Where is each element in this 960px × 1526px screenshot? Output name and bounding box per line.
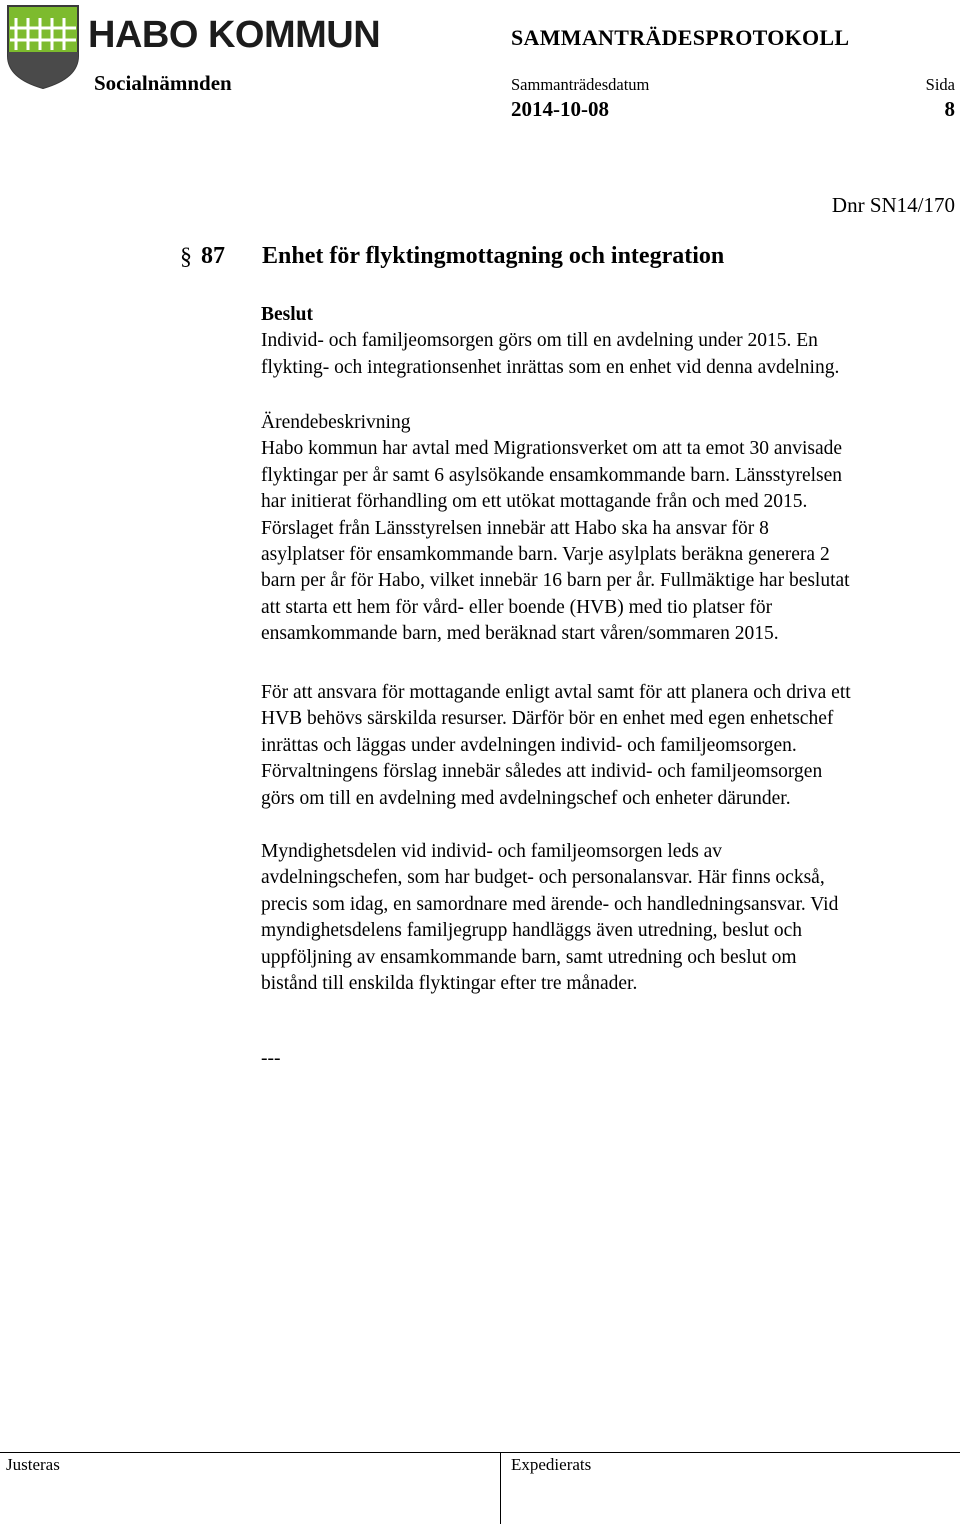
logo-text: HABO KOMMUN [88,14,381,56]
text-line: Förvaltningens förslag innebär således att individ- och familjeomsorgen [261,761,823,783]
paragraph-3 [261,839,957,997]
text-line: uppföljning av ensamkommande barn, samt utredning och beslut om [261,946,797,968]
justeras-label: Justeras [6,1455,60,1474]
paragraph-2 [261,680,957,812]
document-type: SAMMANTRÄDESPROTOKOLL [511,25,850,50]
text-line: Habo kommun har avtal med Migrationsverket om att ta emot 30 anvisade [261,438,843,460]
meeting-date: 2014-10-08 [511,97,609,121]
text-line: Förslaget från Länsstyrelsen innebär att Habo ska ha ansvar för 8 [261,517,769,539]
arendebeskrivning-heading: Ärendebeskrivning [261,412,411,433]
beslut-heading: Beslut [261,304,314,325]
department-name: Socialnämnden [94,71,232,95]
text-line: myndighetsdelens familjegrupp handläggs även utredning, beslut och [261,920,803,942]
section-title: Enhet för flyktingmottagning och integration [262,243,725,269]
beslut-line: flykting- och integrationsenhet inrättas som en enhet vid denna avdelning. [261,356,840,378]
text-line: inrättas och läggas under avdelningen individ- och familjeomsorgen. [261,734,797,756]
beslut-block [261,302,957,381]
text-line: precis som idag, en samordnare med ärende- och handledningsansvar. Vid [261,893,839,915]
text-line: bistånd till enskilda flyktingar efter tre månader. [261,973,638,995]
paragraph-1 [261,436,957,647]
text-line: flyktingar per år samt 6 asylsökande ensamkommande barn. Länsstyrelsen [261,464,843,486]
text-line: HVB behövs särskilda resurser. Därför bör en enhet med egen enhetschef [261,708,834,730]
text-line: har initierat förhandling om ett utökat mottagande från och med 2015. [261,491,808,513]
diary-number: Dnr SN14/170 [831,193,955,217]
footer-divider [0,1452,960,1453]
section-number: 87 [201,243,225,269]
text-line: ensamkommande barn, med beräknad start våren/sommaren 2015. [261,623,779,645]
date-label: Sammanträdesdatum [511,75,650,94]
habo-kommun-logo-icon [6,4,80,90]
text-line: För att ansvara för mottagande enligt avtal samt för att planera och driva ett [261,682,851,703]
end-separator: --- [261,1048,281,1069]
beslut-line: Individ- och familjeomsorgen görs om till en avdelning under 2015. En [261,330,818,352]
page-number: 8 [944,97,955,121]
text-line: barn per år för Habo, vilket innebär 16 barn per år. Fullmäktige har beslutat [261,570,850,592]
footer-column-divider [500,1452,501,1524]
text-line: görs om till en avdelning med avdelningschef och enheter därunder. [261,787,791,809]
arendebeskrivning-block [261,410,957,648]
page-label: Sida [925,75,955,94]
text-line: Myndighetsdelen vid individ- och familjeomsorgen leds av [261,841,723,862]
text-line: att starta ett hem för vård- eller boende (HVB) med tio platser för [261,596,773,618]
expedierats-label: Expedierats [511,1455,592,1474]
section-symbol: § [180,244,192,270]
text-line: asylplatser för ensamkommande barn. Varje asylplats beräkna generera 2 [261,544,830,566]
text-line: avdelningschefen, som har budget- och personalansvar. Här finns också, [261,867,825,889]
